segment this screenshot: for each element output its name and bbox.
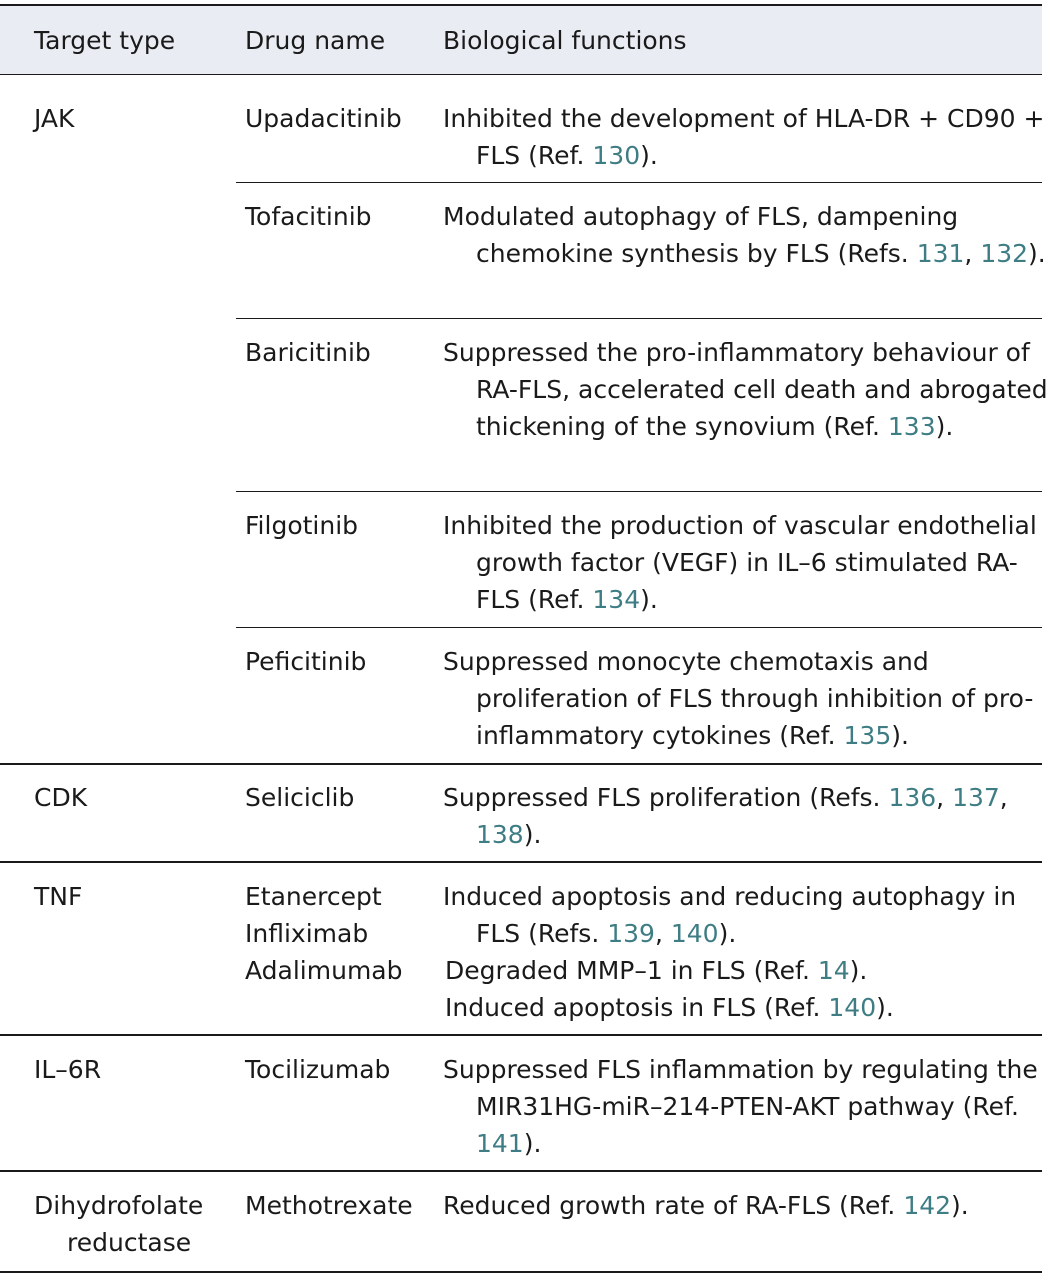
ref-link[interactable]: 141 xyxy=(476,1129,524,1158)
row-divider xyxy=(236,182,1042,183)
function-methotrexate: Reduced growth rate of RA-FLS (Ref. 142). xyxy=(443,1191,969,1220)
ref-link[interactable]: 132 xyxy=(980,239,1029,268)
function-etanercept: Induced apoptosis and reducing autophagy in FLS (Refs. 139, 140). xyxy=(443,882,1017,948)
drug-tofacitinib: Tofacitinib xyxy=(245,202,372,231)
drug-infliximab: Infliximab xyxy=(245,919,369,948)
target-il6r: IL–6R xyxy=(34,1055,102,1084)
ref-link[interactable]: 137 xyxy=(952,783,1000,812)
header-biological-functions: Biological functions xyxy=(443,26,687,55)
drug-list-tnf xyxy=(245,878,435,989)
function-tocilizumab: Suppressed FLS inflammation by regulating the MIR31HG-miR–214-PTEN-AKT pathway (Ref. 141). xyxy=(443,1055,1038,1158)
drug-peficitinib: Peficitinib xyxy=(245,647,367,676)
header-drug-name: Drug name xyxy=(245,26,386,55)
drug-seliciclib: Seliciclib xyxy=(245,783,355,812)
ref-link[interactable]: 140 xyxy=(670,919,719,948)
function-baricitinib: Suppressed the pro-inflammatory behaviour of RA-FLS, accelerated cell death and abrogated thickening of the synovium (Ref. 133). xyxy=(443,338,1048,441)
row-divider xyxy=(236,318,1042,319)
drug-upadacitinib: Upadacitinib xyxy=(245,104,402,133)
ref-link[interactable]: 133 xyxy=(887,412,936,441)
table-header xyxy=(0,6,1042,75)
function-seliciclib: Suppressed FLS proliferation (Refs. 136, 137, 138). xyxy=(443,783,1008,849)
group-divider xyxy=(0,1170,1042,1172)
drug-methotrexate: Methotrexate xyxy=(245,1191,413,1220)
ref-link[interactable]: 136 xyxy=(888,783,937,812)
drug-adalimumab: Adalimumab xyxy=(245,956,403,985)
function-adalimumab: Induced apoptosis in FLS (Ref. 140). xyxy=(445,993,894,1022)
table-bottom-rule xyxy=(0,1271,1042,1273)
target-cdk: CDK xyxy=(34,783,88,812)
drug-filgotinib: Filgotinib xyxy=(245,511,359,540)
group-divider xyxy=(0,1034,1042,1036)
ref-link[interactable]: 135 xyxy=(843,721,892,750)
function-tofacitinib: Modulated autophagy of FLS, dampening chemokine synthesis by FLS (Refs. 131, 132). xyxy=(443,202,1046,268)
target-dihydrofolate-reductase: Dihydrofolate reductase xyxy=(34,1191,204,1257)
group-divider xyxy=(0,763,1042,765)
row-divider xyxy=(236,491,1042,492)
function-upadacitinib: Inhibited the development of HLA-DR + CD90 + FLS (Ref. 130). xyxy=(443,104,1045,170)
ref-link[interactable]: 14 xyxy=(817,956,850,985)
ref-link[interactable]: 139 xyxy=(607,919,655,948)
target-jak: JAK xyxy=(34,104,75,133)
target-tnf: TNF xyxy=(34,882,83,911)
drug-etanercept: Etanercept xyxy=(245,882,382,911)
ref-link[interactable]: 134 xyxy=(592,585,641,614)
function-filgotinib: Inhibited the production of vascular endothelial growth factor (VEGF) in IL–6 stimulated RA-FLS (Ref. 134). xyxy=(443,511,1037,614)
group-divider xyxy=(0,861,1042,863)
row-divider xyxy=(236,627,1042,628)
ref-link[interactable]: 142 xyxy=(903,1191,952,1220)
ref-link[interactable]: 140 xyxy=(828,993,877,1022)
ref-link[interactable]: 131 xyxy=(916,239,965,268)
drug-tocilizumab: Tocilizumab xyxy=(245,1055,391,1084)
ref-link[interactable]: 138 xyxy=(476,820,524,849)
function-peficitinib: Suppressed monocyte chemotaxis and proliferation of FLS through inhibition of pro-inflammatory cytokines (Ref. 135). xyxy=(443,647,1034,750)
header-target-type: Target type xyxy=(34,26,176,55)
drug-baricitinib: Baricitinib xyxy=(245,338,371,367)
function-infliximab: Degraded MMP–1 in FLS (Ref. 14). xyxy=(445,956,868,985)
ref-link[interactable]: 130 xyxy=(592,141,641,170)
